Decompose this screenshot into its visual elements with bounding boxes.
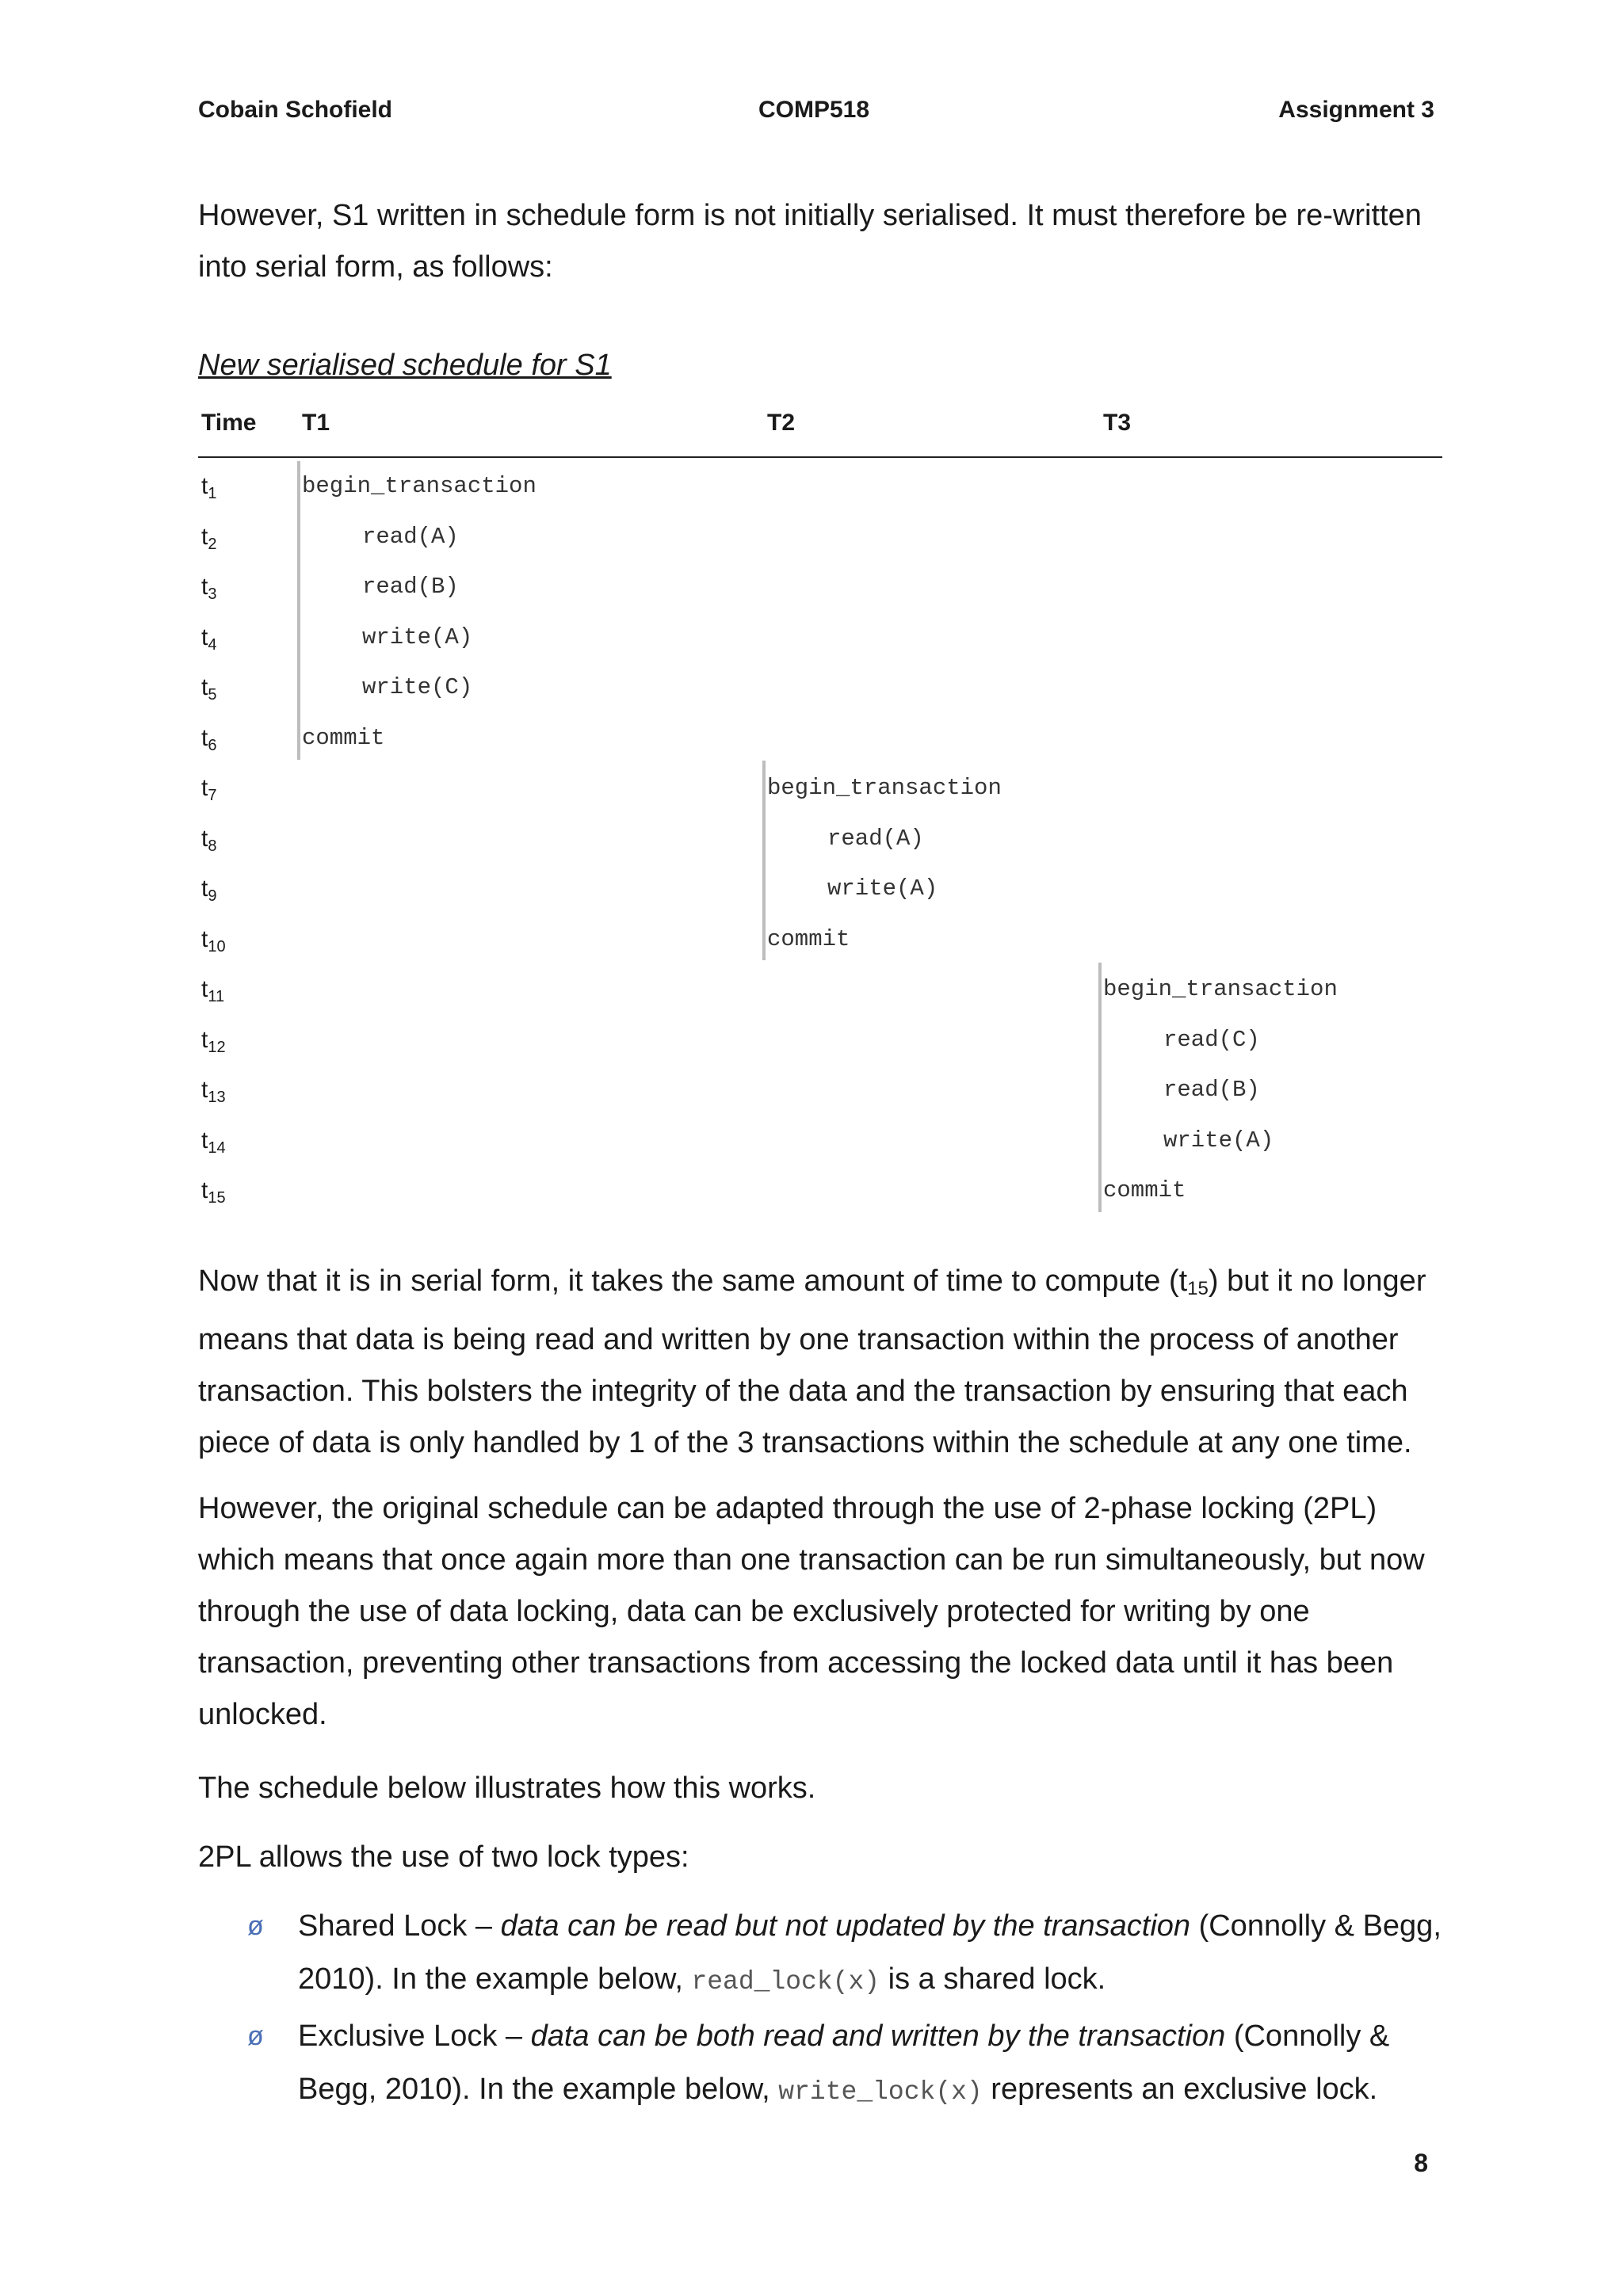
lock-types-intro: 2PL allows the use of two lock types: bbox=[198, 1840, 689, 1874]
table-row bbox=[0, 914, 1623, 965]
bullet-marker-icon: ø bbox=[247, 1911, 264, 1941]
time-subscript: 7 bbox=[208, 787, 217, 804]
column-header-t2: T2 bbox=[767, 410, 796, 436]
t3-transaction-bar bbox=[1098, 963, 1102, 1212]
table-caption: New serialised schedule for S1 bbox=[198, 349, 612, 382]
time-subscript: 10 bbox=[208, 937, 226, 955]
table-row bbox=[0, 512, 1623, 563]
operation-cell: read(A) bbox=[827, 825, 924, 852]
lock-tail: represents an exclusive lock. bbox=[982, 2073, 1378, 2106]
lock-definition: data can be both read and written by the transaction bbox=[530, 2019, 1226, 2053]
time-cell: $t_8$ bbox=[201, 825, 217, 855]
time-cell: $t_6$ bbox=[201, 724, 217, 754]
time-cell: $t_3$ bbox=[201, 574, 217, 603]
operation-cell: read(C) bbox=[1163, 1026, 1260, 1053]
time-subscript: 15 bbox=[208, 1189, 226, 1207]
header-assignment: Assignment 3 bbox=[1278, 97, 1434, 123]
operation-cell: read(A) bbox=[362, 523, 459, 550]
table-row bbox=[0, 562, 1623, 612]
time-subscript: 9 bbox=[208, 887, 217, 905]
table-row bbox=[0, 864, 1623, 914]
table-row bbox=[0, 1165, 1623, 1216]
table-row bbox=[0, 662, 1623, 713]
table-row bbox=[0, 763, 1623, 814]
time-cell: $t_{11}$ bbox=[201, 976, 225, 1005]
table-row bbox=[0, 612, 1623, 663]
table-row bbox=[0, 461, 1623, 512]
operation-cell: commit bbox=[767, 925, 850, 952]
table-row bbox=[0, 1015, 1623, 1066]
time-cell: $t_2$ bbox=[201, 523, 217, 553]
lock-code: read_lock(x) bbox=[691, 1967, 880, 1997]
operation-cell: write(A) bbox=[827, 875, 938, 902]
bullet-text bbox=[298, 2010, 1442, 2119]
t1-transaction-bar bbox=[297, 461, 300, 760]
serial-form-paragraph bbox=[198, 1256, 1442, 1469]
time-subscript: 3 bbox=[208, 585, 217, 603]
time-subscript: 5 bbox=[208, 686, 217, 704]
list-item bbox=[0, 1900, 1623, 2008]
header-course: COMP518 bbox=[758, 97, 870, 123]
t2-transaction-bar bbox=[762, 761, 766, 960]
p2-subscript: 15 bbox=[1187, 1278, 1209, 1299]
page-number: 8 bbox=[1414, 2149, 1428, 2177]
time-subscript: 8 bbox=[208, 837, 217, 855]
table-row bbox=[0, 814, 1623, 864]
column-header-time: Time bbox=[201, 410, 257, 436]
lock-term: Exclusive Lock – bbox=[298, 2019, 531, 2053]
p2-before: Now that it is in serial form, it takes the same amount of time to compute (t bbox=[198, 1264, 1188, 1298]
time-subscript: 13 bbox=[208, 1089, 226, 1106]
time-subscript: 1 bbox=[208, 485, 217, 502]
time-cell: $t_{13}$ bbox=[201, 1077, 226, 1106]
operation-cell: begin_transaction bbox=[767, 775, 1002, 801]
operation-cell: write(C) bbox=[362, 674, 473, 700]
time-cell: $t_{12}$ bbox=[201, 1026, 226, 1056]
column-header-t1: T1 bbox=[302, 410, 330, 436]
table-row bbox=[0, 964, 1623, 1015]
time-subscript: 6 bbox=[208, 736, 217, 754]
time-cell: $t_4$ bbox=[201, 624, 217, 654]
list-item bbox=[0, 2010, 1623, 2119]
time-subscript: 14 bbox=[208, 1138, 226, 1157]
operation-cell: begin_transaction bbox=[1103, 976, 1338, 1002]
time-cell: $t_{15}$ bbox=[201, 1177, 226, 1207]
operation-cell: read(B) bbox=[1163, 1077, 1260, 1103]
time-subscript: 11 bbox=[208, 988, 225, 1005]
schedule-note-paragraph: The schedule below illustrates how this works. bbox=[198, 1772, 816, 1805]
table-row bbox=[0, 1116, 1623, 1166]
p2-after: ) but it no longer means that data is being read and written by one transaction within the process of another transaction. This bolsters the integrity of the data and the transaction by ensuring that each piece of data is only handled by 1 of the 3 transactions within the schedule at any one time. bbox=[198, 1264, 1426, 1459]
operation-cell: commit bbox=[302, 724, 385, 751]
time-cell: $t_5$ bbox=[201, 674, 217, 704]
time-cell: $t_{10}$ bbox=[201, 925, 226, 955]
column-header-t3: T3 bbox=[1103, 410, 1132, 436]
table-row bbox=[0, 713, 1623, 764]
time-cell: $t_1$ bbox=[201, 473, 217, 502]
bullet-text bbox=[298, 1900, 1442, 2008]
time-cell: $t_{14}$ bbox=[201, 1127, 226, 1157]
time-subscript: 12 bbox=[208, 1038, 226, 1056]
operation-cell: commit bbox=[1103, 1177, 1186, 1203]
lock-types-list bbox=[0, 1900, 1623, 2119]
header-author: Cobain Schofield bbox=[198, 97, 393, 123]
operation-cell: read(B) bbox=[362, 574, 459, 600]
time-cell: $t_7$ bbox=[201, 775, 217, 804]
lock-definition: data can be read but not updated by the transaction bbox=[500, 1909, 1191, 1943]
operation-cell: begin_transaction bbox=[302, 473, 537, 499]
table-header-rule bbox=[198, 456, 1442, 458]
lock-tail: is a shared lock. bbox=[880, 1962, 1106, 1996]
lock-citation: (Connolly & Begg, 2010). In the example below, bbox=[298, 2019, 1390, 2106]
bullet-marker-icon: ø bbox=[247, 2021, 264, 2051]
operation-cell: write(A) bbox=[1163, 1127, 1274, 1154]
2pl-paragraph: However, the original schedule can be adapted through the use of 2-phase locking (2PL) which means that once again more than one transaction can be run simultaneously, but now through the use of data locking, data can be exclusively protected for writing by one transaction, preventing other transactions from accessing the locked data until it has been unlocked. bbox=[198, 1492, 1425, 1731]
table-row bbox=[0, 1065, 1623, 1116]
operation-cell: write(A) bbox=[362, 624, 473, 650]
time-cell: $t_9$ bbox=[201, 875, 217, 905]
intro-paragraph: However, S1 written in schedule form is not initially serialised. It must therefore be re-written into serial form, as follows: bbox=[198, 199, 1422, 284]
lock-term: Shared Lock – bbox=[298, 1909, 501, 1943]
lock-code: write_lock(x) bbox=[778, 2077, 983, 2107]
time-subscript: 2 bbox=[208, 535, 217, 553]
lock-citation: (Connolly & Begg, 2010). In the example below, bbox=[298, 1909, 1442, 1996]
time-subscript: 4 bbox=[208, 635, 217, 654]
